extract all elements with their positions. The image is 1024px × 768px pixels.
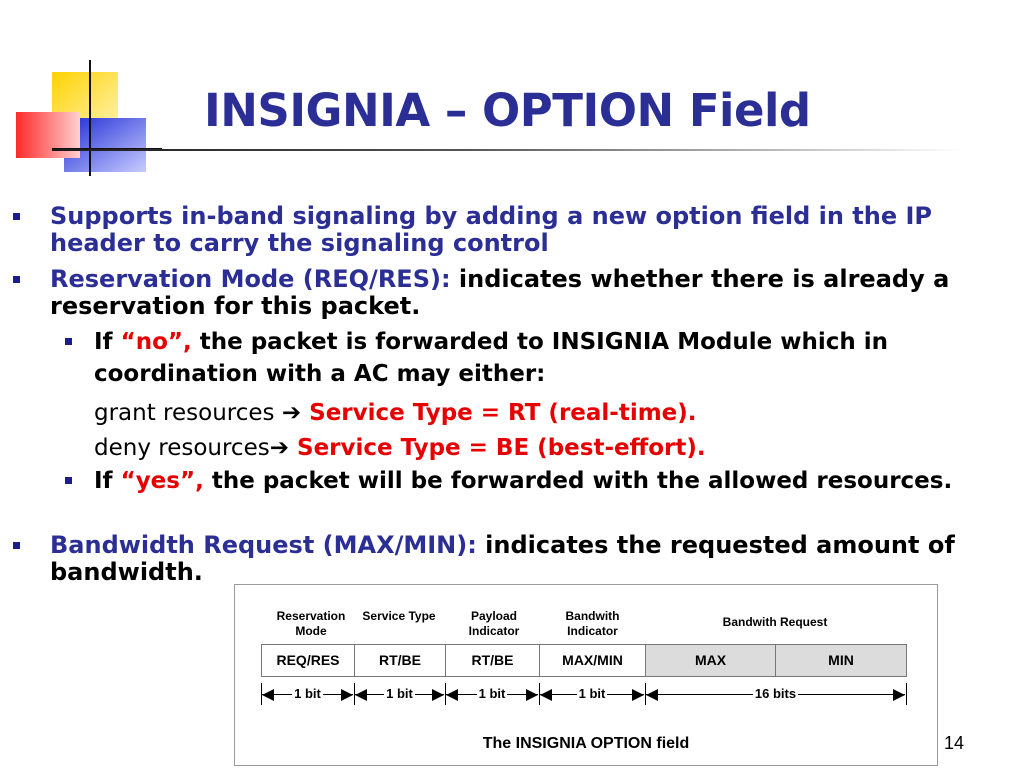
sub-bullet-keyword: “yes”, bbox=[120, 468, 204, 494]
sub-bullet-prefix: If bbox=[94, 468, 121, 494]
bullet-supports bbox=[50, 203, 990, 257]
field-header: Bandwith Indicator bbox=[565, 609, 620, 638]
field-cell: MAX bbox=[645, 644, 776, 677]
bit-width-label: 1 bit bbox=[578, 686, 606, 701]
field-header: Service Type bbox=[362, 609, 436, 623]
figure-caption: The INSIGNIA OPTION field bbox=[482, 735, 690, 752]
bit-width-arrow bbox=[355, 686, 444, 701]
sub-bullet-no bbox=[94, 326, 994, 390]
field-cell: RT/BE bbox=[445, 644, 540, 677]
bullet-label: Reservation Mode (REQ/RES): bbox=[50, 265, 451, 293]
field-cell: RT/BE bbox=[354, 644, 446, 677]
bit-width-arrow bbox=[540, 686, 644, 701]
bullet-text: Supports in-band signaling by adding a new option field in the IP header to carry the signaling control bbox=[50, 202, 933, 257]
sub-bullet-text: the packet will be forwarded with the allowed resources. bbox=[203, 468, 953, 494]
field-cell: MAX/MIN bbox=[539, 644, 646, 677]
bit-width-label: 1 bit bbox=[386, 686, 413, 701]
bit-tick bbox=[906, 683, 907, 705]
grant-line bbox=[94, 400, 697, 426]
arrow-right-icon: ➔ bbox=[269, 435, 289, 461]
field-cell: MIN bbox=[775, 644, 907, 677]
bullet-marker-icon bbox=[13, 213, 20, 220]
deny-line bbox=[94, 435, 706, 461]
arrow-right-icon: ➔ bbox=[281, 400, 302, 426]
bit-width-label: 1 bit bbox=[478, 686, 506, 701]
deny-label: deny resources bbox=[94, 435, 270, 461]
grant-value: Service Type = RT (real-time). bbox=[301, 400, 697, 426]
deny-value: Service Type = BE (best-effort). bbox=[289, 435, 706, 461]
bit-width-label: 16 bits bbox=[754, 686, 797, 701]
bit-width-arrow bbox=[646, 686, 905, 701]
bullet-marker-icon bbox=[13, 276, 20, 283]
field-header: Reservation Mode bbox=[276, 609, 346, 638]
sub-bullet-prefix: If bbox=[94, 329, 121, 355]
page-number: 14 bbox=[944, 733, 965, 753]
grant-label: grant resources bbox=[94, 400, 282, 426]
bullet-marker-icon bbox=[65, 338, 72, 345]
bullet-bandwidth-request bbox=[50, 532, 990, 586]
bit-width-arrow bbox=[262, 686, 353, 701]
field-header: Bandwith Request bbox=[722, 615, 828, 629]
bullet-reservation-mode bbox=[50, 266, 990, 320]
field-header: Payload Indicator bbox=[468, 609, 520, 638]
sub-bullet-keyword: “no”, bbox=[120, 329, 192, 355]
sub-bullet-yes bbox=[94, 467, 994, 495]
bullet-marker-icon bbox=[13, 542, 20, 549]
bullet-text: indicates whether there is already a reservation for this packet. bbox=[50, 265, 950, 320]
bullet-text: indicates the requested amount of bandwidth. bbox=[50, 531, 955, 586]
option-field-figure bbox=[234, 584, 938, 766]
bullet-label: Bandwidth Request (MAX/MIN): bbox=[50, 531, 477, 559]
bullet-marker-icon bbox=[65, 477, 72, 484]
bit-width-label: 1 bit bbox=[294, 686, 321, 701]
field-cell: REQ/RES bbox=[261, 644, 355, 677]
page-title: INSIGNIA – OPTION Field bbox=[204, 84, 811, 137]
bit-width-arrow bbox=[446, 686, 538, 701]
sub-bullet-text: the packet is forwarded to INSIGNIA Module which in coordination with a AC may either: bbox=[94, 329, 889, 387]
